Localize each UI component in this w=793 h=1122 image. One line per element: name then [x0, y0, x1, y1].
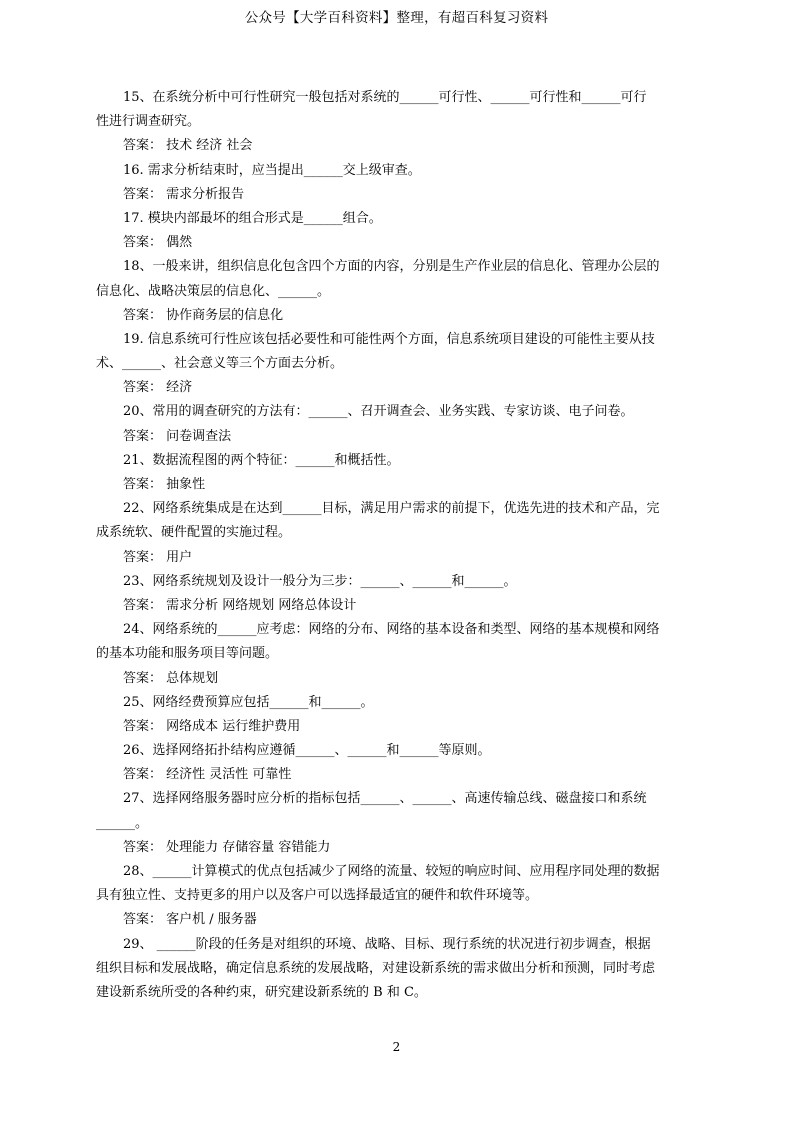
question-text-continued: 性进行调查研究。	[96, 114, 201, 130]
question-item	[96, 400, 704, 448]
question-list	[96, 86, 704, 1005]
question-text: 19. 信息系统可行性应该包括必要性和可能性两个方面，信息系统项目建设的可能性主要从技	[123, 331, 655, 347]
question-item	[96, 691, 704, 739]
question-item	[96, 86, 704, 159]
question-text: 25、网络经费预算应包括______和______。	[123, 694, 374, 710]
question-item	[96, 860, 704, 933]
question-item	[96, 449, 704, 497]
question-text: 18、一般来讲，组织信息化包含四个方面的内容，分别是生产作业层的信息化、管理办公层的	[123, 259, 660, 275]
question-item	[96, 159, 704, 207]
answer-text: 答案： 处理能力 存储容量 容错能力	[123, 839, 331, 855]
answer-text: 答案： 技术 经济 社会	[123, 138, 253, 154]
question-text-continued: 组织目标和发展战略，确定信息系统的发展战略，对建设新系统的需求做出分析和预测，同时考虑	[96, 960, 656, 976]
answer-text: 答案： 问卷调查法	[123, 428, 232, 444]
question-text: 21、数据流程图的两个特征：______和概括性。	[123, 452, 400, 468]
question-item	[96, 255, 704, 328]
question-text: 17. 模块内部最坏的组合形式是______组合。	[123, 210, 382, 226]
page-number: 2	[392, 1040, 401, 1054]
answer-text: 答案： 总体规划	[123, 670, 219, 686]
question-text: 20、常用的调查研究的方法有：______、召开调查会、业务实践、专家访谈、电子问卷。	[123, 404, 634, 420]
question-text-continued: ______。	[96, 815, 149, 831]
question-text: 16. 需求分析结束时，应当提出______交上级审查。	[123, 162, 421, 178]
page-header: 公众号【大学百科资料】整理，有超百科复习资料	[244, 10, 549, 26]
answer-text: 答案： 偶然	[123, 235, 193, 251]
question-text: 22、网络系统集成是在达到______目标，满足用户需求的前提下，优选先进的技术和产品，完	[123, 501, 660, 517]
question-item	[96, 787, 704, 860]
question-text-continued: 信息化、战略决策层的信息化、______。	[96, 283, 331, 299]
answer-text: 答案： 需求分析 网络规划 网络总体设计	[123, 597, 357, 613]
answer-text: 答案： 经济性 灵活性 可靠性	[123, 767, 292, 783]
question-item	[96, 618, 704, 691]
question-text-continued: 术、______、社会意义等三个方面去分析。	[96, 356, 344, 372]
answer-text: 答案： 需求分析报告	[123, 186, 245, 202]
question-text: 23、网络系统规划及设计一般分为三步：______、______和______。	[123, 573, 517, 589]
question-text: 24、网络系统的______应考虑：网络的分布、网络的基本设备和类型、网络的基本规模和网络	[123, 622, 660, 638]
question-item	[96, 207, 704, 255]
question-text-continued: 的基本功能和服务项目等问题。	[96, 646, 279, 662]
answer-text: 答案： 网络成本 运行维护费用	[123, 718, 301, 734]
answer-text: 答案： 经济	[123, 380, 193, 396]
question-item	[96, 497, 704, 570]
answer-text: 答案： 协作商务层的信息化	[123, 307, 284, 323]
answer-text: 答案： 客户机 / 服务器	[123, 912, 257, 928]
question-item	[96, 933, 704, 1006]
question-text: 29、 ______阶段的任务是对组织的环境、战略、目标、现行系统的状况进行初步调查，根据	[123, 936, 651, 952]
answer-text: 答案： 用户	[123, 549, 193, 565]
question-text: 27、选择网络服务器时应分析的指标包括______、______、高速传输总线、磁盘接口和系统	[123, 791, 647, 807]
question-text-continued: 成系统软、硬件配置的实施过程。	[96, 525, 292, 541]
answer-text: 答案： 抽象性	[123, 477, 206, 492]
question-text: 26、选择网络拓扑结构应遵循______、______和______等原则。	[123, 743, 491, 759]
question-text: 28、______计算模式的优点包括减少了网络的流量、较短的响应时间、应用程序同处理的数据	[123, 864, 660, 879]
question-item	[96, 570, 704, 618]
question-text-continued: 建设新系统所受的各种约束，研究建设新系统的 B 和 C。	[96, 984, 427, 1000]
question-text-continued: 具有独立性、支持更多的用户以及客户可以选择最适宜的硬件和软件环境等。	[96, 888, 539, 904]
question-text: 15、在系统分析中可行性研究一般包括对系统的______可行性、______可行性和______可行	[123, 90, 647, 105]
question-item	[96, 328, 704, 401]
question-item	[96, 739, 704, 787]
